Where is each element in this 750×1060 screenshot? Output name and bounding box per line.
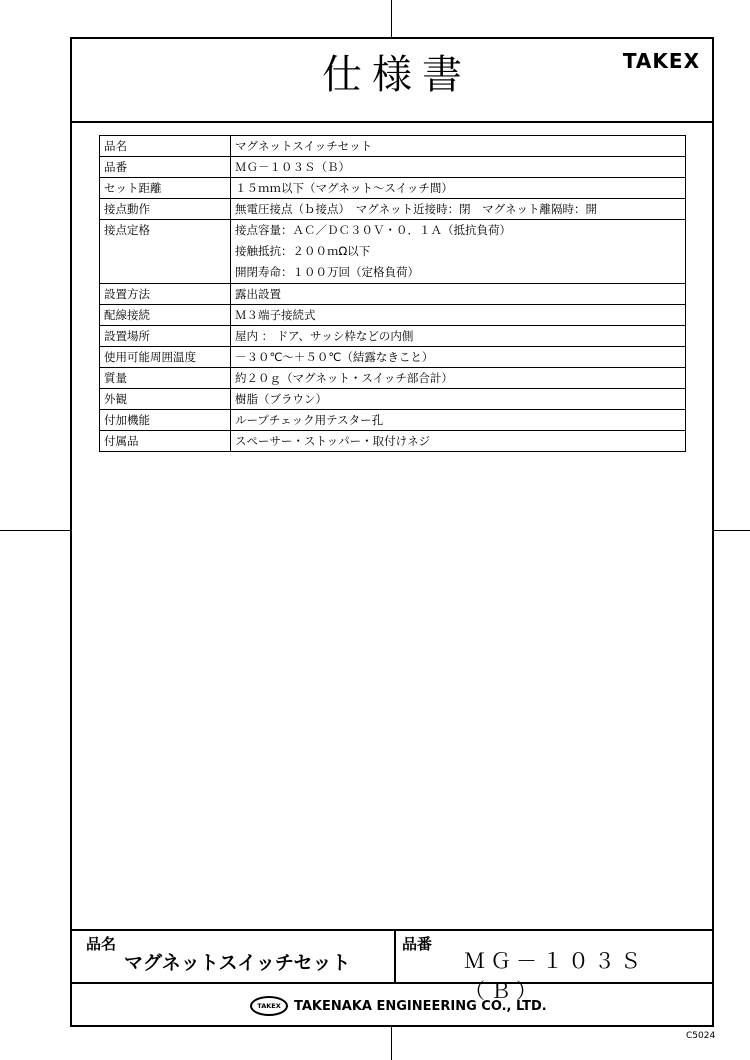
document-code: C5024: [686, 1031, 716, 1041]
spec-row: [100, 326, 686, 347]
product-number-label: 品番: [402, 935, 433, 953]
company-logo-icon: TAKEX: [250, 996, 288, 1016]
spec-row: [100, 389, 686, 410]
spec-value-cell: [231, 389, 686, 410]
company-name: TAKENAKA ENGINEERING CO., LTD.: [294, 998, 547, 1014]
spec-row: [100, 305, 686, 326]
spec-label: セット距離: [100, 178, 231, 199]
spec-value: 樹脂（ブラウン）: [235, 392, 327, 406]
footer-block: [72, 929, 712, 1027]
spec-row: [100, 347, 686, 368]
spec-label: 使用可能周囲温度: [100, 347, 231, 368]
document-title: 仕様書: [322, 52, 472, 98]
crop-mark-right: [714, 530, 750, 531]
spec-label: 設置場所: [100, 326, 231, 347]
product-name-label: 品名: [86, 935, 117, 953]
spec-value-cell: [231, 431, 686, 452]
spec-value: 屋内 ： ドア、サッシ枠などの内側: [235, 329, 414, 343]
spec-value: マグネットスイッチセット: [235, 139, 373, 153]
spec-label: 接点動作: [100, 199, 231, 220]
brand-logo: TAKEX: [622, 49, 700, 73]
spec-row: [100, 136, 686, 157]
spec-value: ループチェック用テスター孔: [235, 413, 384, 427]
footer-divider: [394, 931, 396, 982]
spec-value-cell: [231, 410, 686, 431]
spec-value: 接触抵抗：２００ｍΩ以下: [235, 244, 371, 258]
spec-row: [100, 178, 686, 199]
title-band: [72, 39, 712, 123]
product-name-value: マグネットスイッチセット: [124, 952, 351, 974]
spec-label: 接点定格: [100, 220, 231, 284]
spec-value-cell: [231, 347, 686, 368]
spec-table: [99, 135, 686, 452]
crop-mark-bottom: [391, 1027, 392, 1060]
spec-row: [100, 199, 686, 220]
spec-value-cell: [231, 199, 686, 220]
spec-row: [100, 220, 686, 284]
spec-table-body: [100, 136, 686, 452]
spec-label: 質量: [100, 368, 231, 389]
document-frame: [70, 37, 714, 1027]
spec-value-cell: [231, 178, 686, 199]
spec-value-cell: [231, 305, 686, 326]
footer-product-row: [72, 931, 712, 1003]
spec-label: 外観: [100, 389, 231, 410]
spec-value: 無電圧接点（ｂ接点） マグネット近接時：閉 マグネット離隔時：開: [235, 202, 598, 216]
spec-row: [100, 431, 686, 452]
spec-label: 配線接続: [100, 305, 231, 326]
spec-label: 設置方法: [100, 284, 231, 305]
spec-row: [100, 157, 686, 178]
spec-value-cell: [231, 220, 686, 284]
spec-value: １５ｍｍ以下（マグネット～スイッチ間）: [235, 181, 453, 195]
spec-value-cell: [231, 284, 686, 305]
spec-value: 接点容量：ＡＣ／ＤＣ３０Ｖ・０．１Ａ（抵抗負荷）: [235, 223, 511, 237]
spec-value: ＭＧ－１０３Ｓ（Ｂ）: [235, 160, 350, 174]
spec-value: 約２０ｇ（マグネット・スイッチ部合計）: [235, 371, 453, 385]
product-number-value: ＭＧ－１０３Ｓ（Ｂ）: [464, 949, 646, 1003]
spec-value: 開閉寿命：１００万回（定格負荷）: [235, 265, 419, 279]
spec-value: 露出設置: [235, 287, 281, 301]
spec-value-cell: [231, 136, 686, 157]
spec-row: [100, 368, 686, 389]
spec-row: [100, 284, 686, 305]
crop-mark-left: [0, 530, 70, 531]
spec-label: 品名: [100, 136, 231, 157]
spec-value: Ｍ３端子接続式: [235, 308, 316, 322]
spec-value: －３０℃～＋５０℃（結露なきこと）: [235, 350, 434, 364]
spec-value-cell: [231, 368, 686, 389]
crop-mark-top: [391, 0, 392, 37]
spec-value: スペーサー・ストッパー・取付けネジ: [235, 434, 431, 448]
spec-label: 品番: [100, 157, 231, 178]
spec-row: [100, 410, 686, 431]
spec-value-cell: [231, 326, 686, 347]
company-line: [250, 991, 547, 1021]
spec-label: 付属品: [100, 431, 231, 452]
spec-value-cell: [231, 157, 686, 178]
spec-label: 付加機能: [100, 410, 231, 431]
